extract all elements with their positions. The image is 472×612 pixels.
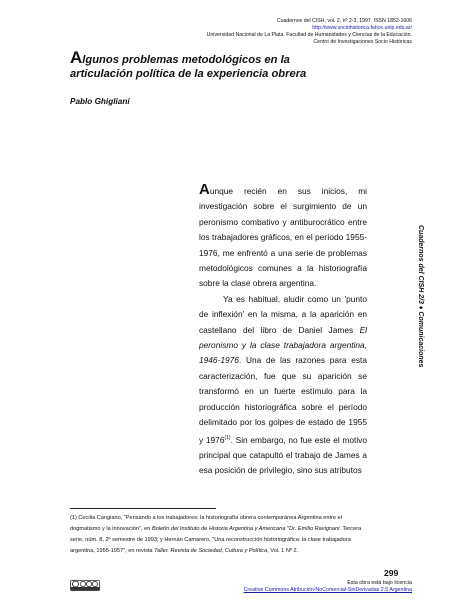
body-paragraph-1 xyxy=(199,181,367,292)
body-p2-text-c: . Sin embargo, no fue este el motivo principal que catapultó el trabajo de James a esa posición de privilegio, sino sus atributos xyxy=(199,434,367,476)
body-p2-text-a: Ya es habitual, aludir como un 'punto de inflexión' en la misma, a la aparición en castellano del libro de Daniel James xyxy=(199,293,367,335)
journal-sidebar-label: Cuadernos del CISH 2/3 ♦ Comunicaciones xyxy=(417,225,424,368)
body-dropcap: A xyxy=(199,181,210,198)
cc-license-icon[interactable] xyxy=(70,580,100,591)
article-body xyxy=(199,181,367,479)
footnote-text-b: . Tercera serie, núm. 8, 2º semestre de 1993; y Hernán Camarero, "Una reconstrucción historiográfica: la clase trabajadora argentina, 1955-1957", en revista xyxy=(70,525,362,554)
author-name: Pablo Ghigliani xyxy=(70,97,130,106)
footnote-separator xyxy=(70,508,216,509)
body-p2-text-b: . Una de las razones para esta caracterización, fue que su aparición se transformó en un fuerte estímulo para la producción historiográfica sobre el período delimitado por los golpes de estado de 1955 y 1976 xyxy=(199,355,367,445)
footnote-journal-1: Boletín del Instituto de Historia Argentina y Americana "Dr. Emilio Ravignani xyxy=(151,525,340,532)
page-number: 299 xyxy=(384,568,399,578)
title-line2: articulación política de la experiencia obrera xyxy=(70,68,307,80)
footnote-text-a: (1) Cecilia Cangiano, "Pensando a los trabajadores: la historiografía obrera contemporánea Argentina entre el dogmatismo y la innovación", en xyxy=(70,515,342,532)
footnote-text-c: , Vol. 1 Nº 2. xyxy=(267,547,299,554)
license-link[interactable]: Creative Commons Atribución-NoComercial-SinDerivadas 2.5 Argentina xyxy=(243,587,412,593)
body-book-title: El peronismo y la clase trabajadora argentina, 1946-1976 xyxy=(199,324,367,366)
footnote-1 xyxy=(70,513,370,557)
header-citation: Cuadernos del CISH, vol. 2, nº 2-3, 1997. ISSN 1852-1606 xyxy=(276,18,412,24)
title-line1: lgunos problemas metodológicos en la xyxy=(82,54,290,66)
footnote-ref[interactable]: (1) xyxy=(224,434,231,441)
footnote-journal-2: Taller. Revista de Sociedad, Cultura y Política xyxy=(154,547,268,554)
header-institution: Universidad Nacional de La Plata. Facultad de Humanidades y Ciencias de la Educación. xyxy=(206,32,412,38)
header-url-link[interactable]: http://www.sociohistorica.fahce.unlp.edu.ar/ xyxy=(312,25,412,31)
header-center: Centro de Investigaciones Socio Históricas xyxy=(313,39,412,45)
title-dropcap: A xyxy=(70,48,83,67)
journal-header xyxy=(72,18,412,46)
license-line1: Esta obra está bajo licencia xyxy=(347,580,412,586)
article-title xyxy=(70,48,370,81)
body-p1-text: unque recién en sus inicios, mi investigación sobre el surgimiento de un peronismo combativo y antiburocrático entre los trabajadores gráficos, en el período 1955-1976, me enfrentó a una serie de problemas metodológicos comunes a la historiografía sobre la clase obrera argentina. xyxy=(199,186,367,289)
body-paragraph-2 xyxy=(199,292,367,479)
license-notice xyxy=(192,580,412,594)
